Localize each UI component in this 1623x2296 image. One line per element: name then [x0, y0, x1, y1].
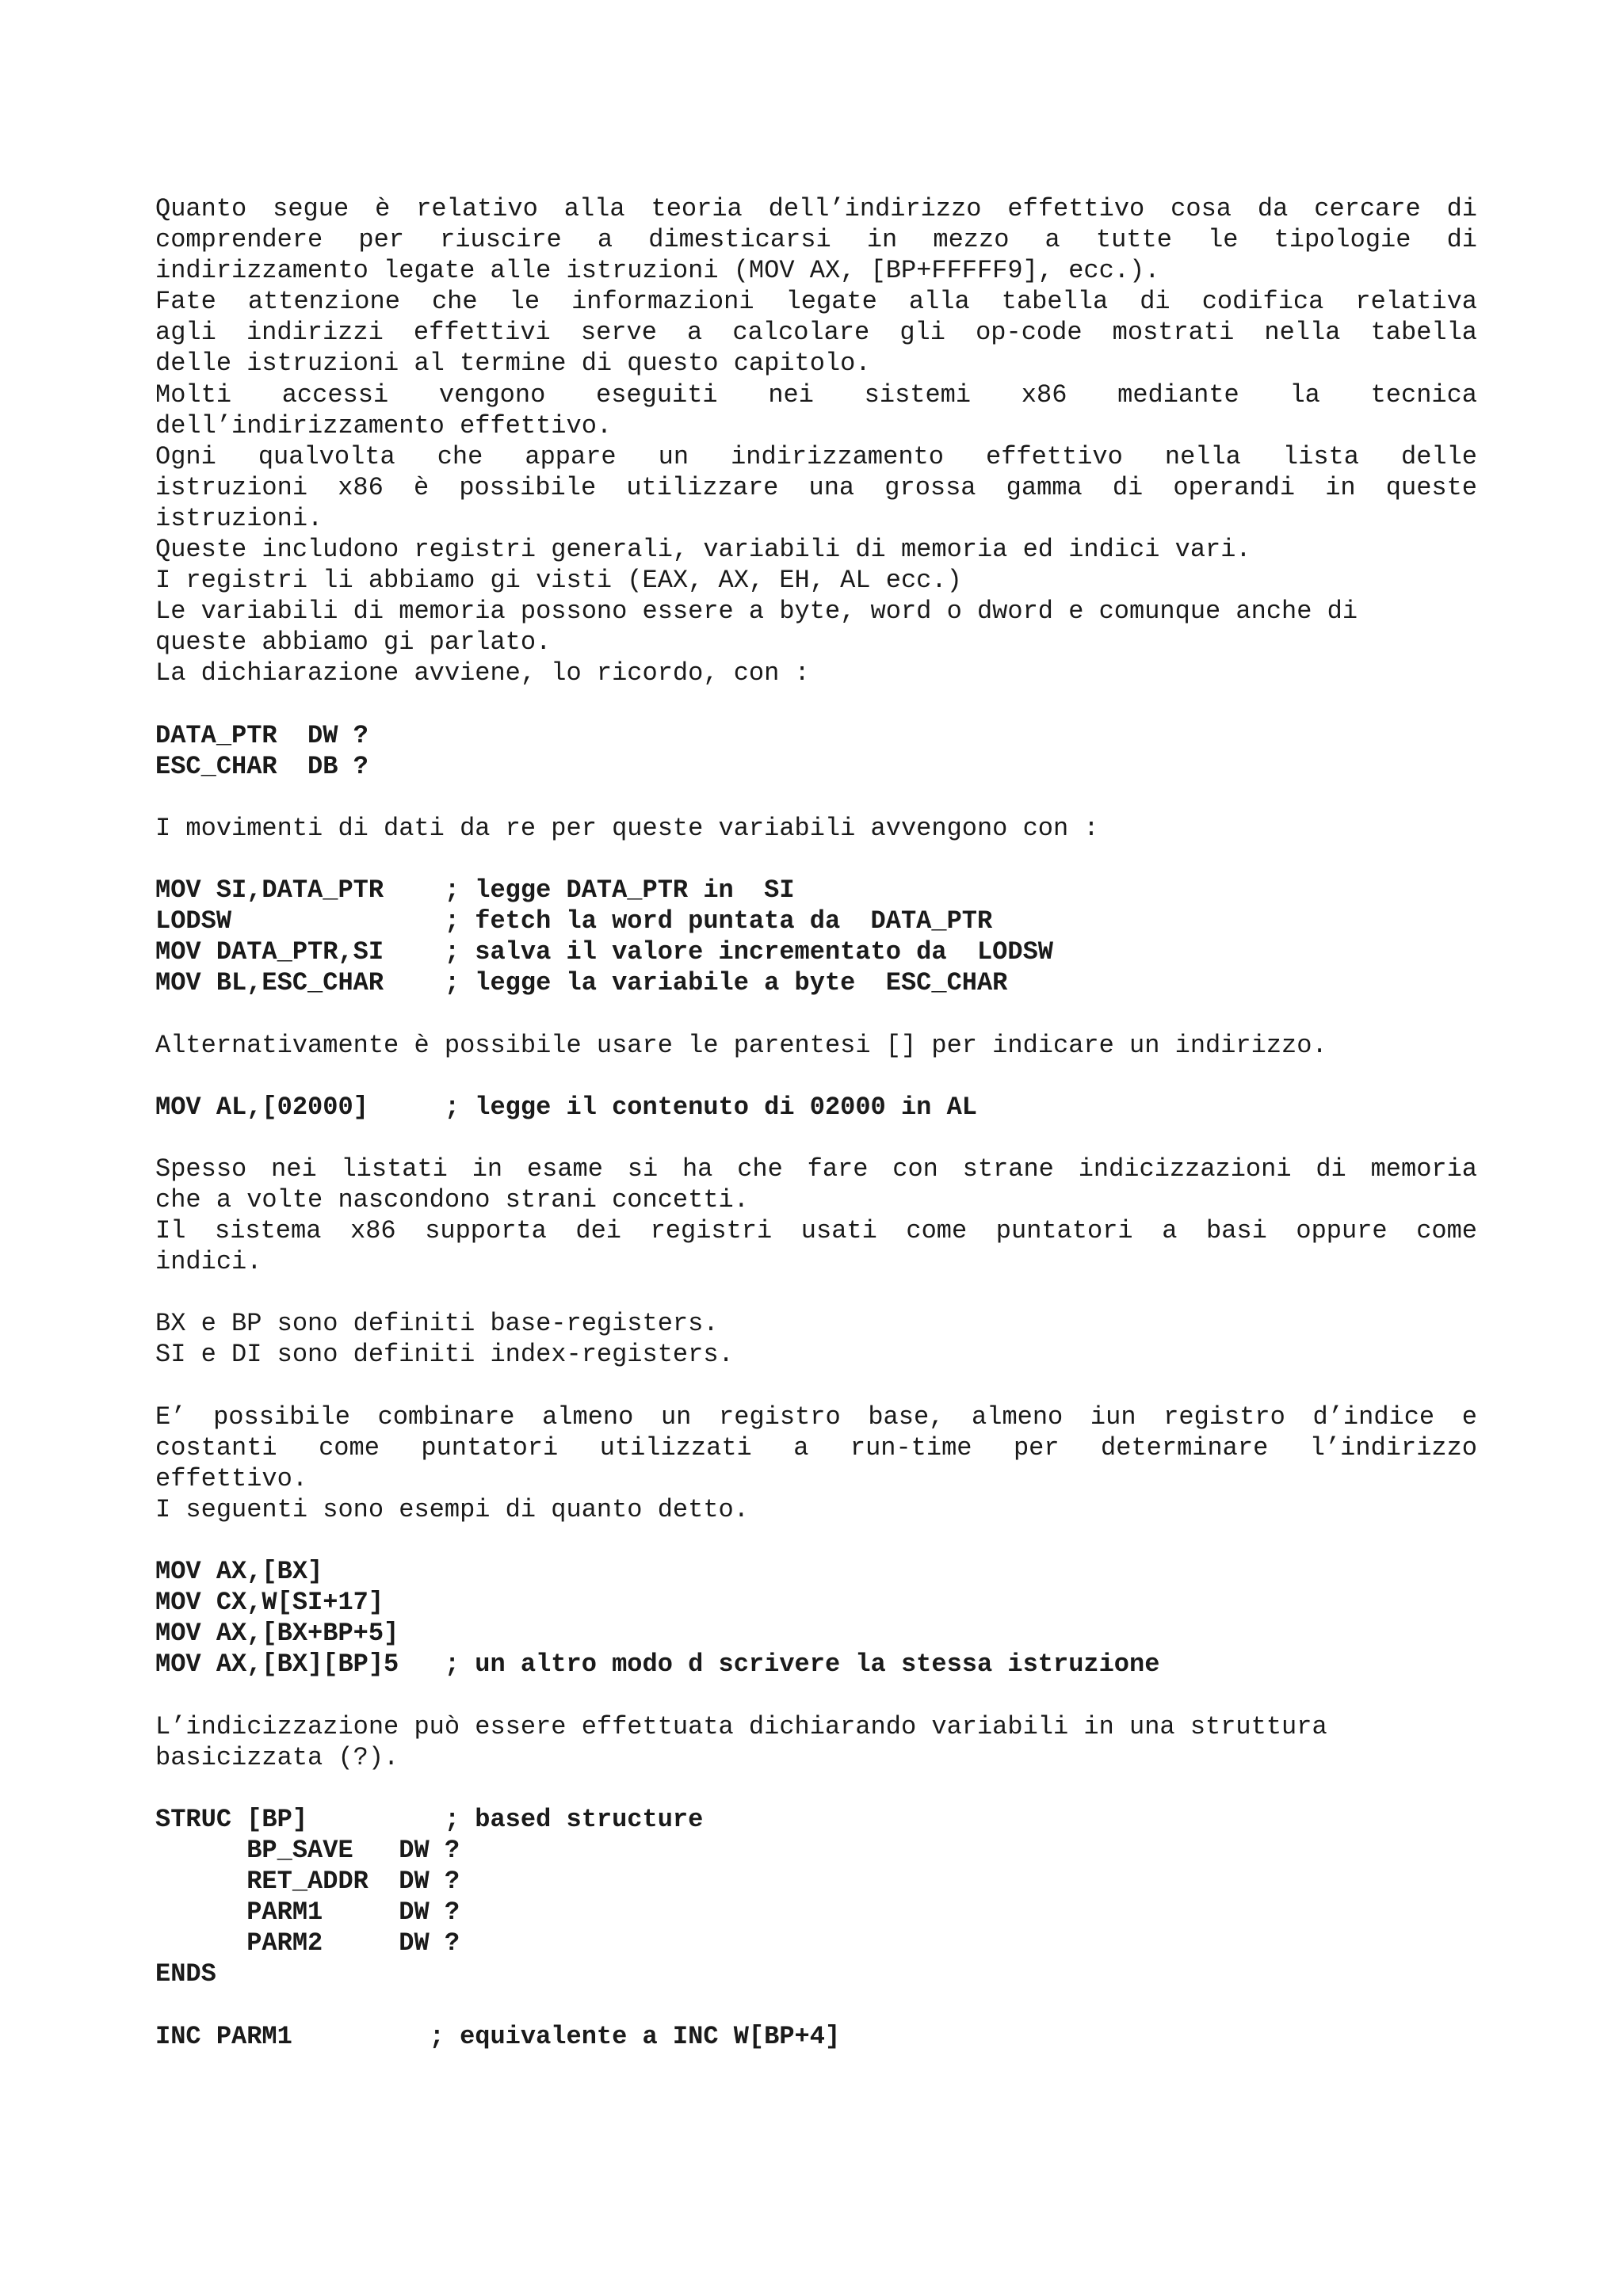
spacer: [155, 1525, 1477, 1556]
text-line: Molti accessi vengono eseguiti nei sistemi x86 mediante la tecnica: [155, 379, 1477, 410]
structure-paragraph: [155, 1711, 1477, 1773]
code-line: LODSW ; fetch la word puntata da DATA_PTR: [155, 906, 993, 936]
indexing-paragraph: [155, 1154, 1477, 1277]
code-line: MOV CX,W[SI+17]: [155, 1588, 384, 1618]
spacer: [155, 998, 1477, 1029]
text-line: Il sistema x86 supporta dei registri usati come puntatori a basi oppure come: [155, 1216, 1477, 1246]
text-line: Le variabili di memoria possono essere a byte, word o dword e comunque anche di: [155, 597, 1358, 627]
text-line: E’ possibile combinare almeno un registro base, almeno iun registro d’indice e: [155, 1402, 1477, 1432]
code-line: MOV DATA_PTR,SI ; salva il valore incrementato da LODSW: [155, 937, 1053, 967]
combine-paragraph: [155, 1402, 1477, 1525]
code-line: MOV AL,[02000] ; legge il contenuto di 02000 in AL: [155, 1092, 977, 1122]
code-line: BP_SAVE DW ?: [155, 1835, 460, 1865]
code-line: PARM2 DW ?: [155, 1928, 460, 1958]
code-block-struc: [155, 1804, 1477, 1990]
spacer: [155, 1680, 1477, 1711]
text-line: basicizzata (?).: [155, 1742, 399, 1772]
text-line: comprendere per riuscire a dimesticarsi in mezzo a tutte le tipologie di: [155, 225, 1477, 255]
intro-paragraph: [155, 193, 1477, 689]
spacer: [155, 1371, 1477, 1402]
spacer: [155, 782, 1477, 813]
code-line: ESC_CHAR DB ?: [155, 751, 369, 781]
text-line: costanti come puntatori utilizzati a run-time per determinare l’indirizzo: [155, 1432, 1477, 1463]
spacer: [155, 1989, 1477, 2020]
text-line: Queste includono registri generali, variabili di memoria ed indici vari.: [155, 535, 1251, 565]
code-block-declarations: [155, 720, 1477, 782]
code-block-inc: [155, 2021, 1477, 2052]
code-line: ENDS: [155, 1959, 216, 1989]
spacer: [155, 844, 1477, 875]
text-line: Quanto segue è relativo alla teoria dell’indirizzo effettivo cosa da cercare di: [155, 194, 1477, 223]
text-line: BX e BP sono definiti base-registers.: [155, 1309, 719, 1339]
code-line: STRUC [BP] ; based structure: [155, 1804, 704, 1834]
text-line: Fate attenzione che le informazioni legate alla tabella di codifica relativa: [155, 287, 1477, 317]
text-line: dell’indirizzamento effettivo.: [155, 410, 613, 441]
text-line: che a volte nascondono strani concetti.: [155, 1185, 749, 1215]
text-line: SI e DI sono definiti index-registers.: [155, 1340, 734, 1370]
text-line: indirizzamento legate alle istruzioni (MOV AX, [BP+FFFFF9], ecc.).: [155, 256, 1160, 286]
text-line: indici.: [155, 1247, 262, 1277]
text-line: Ogni qualvolta che appare un indirizzamento effettivo nella lista delle: [155, 441, 1477, 471]
registers-paragraph: [155, 1308, 1477, 1370]
code-line: INC PARM1 ; equivalente a INC W[BP+4]: [155, 2021, 841, 2051]
code-line: MOV AX,[BX+BP+5]: [155, 1619, 399, 1649]
spacer: [155, 689, 1477, 720]
text-line: istruzioni.: [155, 503, 323, 533]
text-line: I seguenti sono esempi di quanto detto.: [155, 1494, 749, 1524]
code-block-bracket: [155, 1092, 1477, 1123]
code-line: DATA_PTR DW ?: [155, 720, 369, 750]
code-line: MOV BL,ESC_CHAR ; legge la variabile a byte ESC_CHAR: [155, 968, 1008, 998]
code-line: MOV AX,[BX]: [155, 1557, 323, 1587]
text-line: queste abbiamo gi parlato.: [155, 627, 552, 658]
text-line: La dichiarazione avviene, lo ricordo, con :: [155, 658, 810, 688]
text-line: L’indicizzazione può essere effettuata dichiarando variabili in una struttura: [155, 1711, 1327, 1741]
code-line: MOV AX,[BX][BP]5 ; un altro modo d scrivere la stessa istruzione: [155, 1650, 1160, 1680]
spacer: [155, 1277, 1477, 1308]
document-page: [155, 193, 1477, 2052]
spacer: [155, 1061, 1477, 1092]
code-line: MOV SI,DATA_PTR ; legge DATA_PTR in SI: [155, 875, 795, 906]
text-line: agli indirizzi effettivi serve a calcolare gli op-code mostrati nella tabella: [155, 318, 1477, 348]
spacer: [155, 1123, 1477, 1154]
code-line: RET_ADDR DW ?: [155, 1867, 460, 1897]
text-line: I movimenti di dati da re per queste variabili avvengono con :: [155, 813, 1099, 843]
text-line: Spesso nei listati in esame si ha che fare con strane indicizzazioni di memoria: [155, 1154, 1477, 1184]
text-line: delle istruzioni al termine di questo capitolo.: [155, 349, 871, 379]
code-block-moves: [155, 875, 1477, 998]
spacer: [155, 1773, 1477, 1804]
text-line: Alternativamente è possibile usare le parentesi [] per indicare un indirizzo.: [155, 1030, 1327, 1060]
text-line: istruzioni x86 è possibile utilizzare una grossa gamma di operandi in queste: [155, 472, 1477, 502]
code-block-examples: [155, 1556, 1477, 1680]
text-line: I registri li abbiamo gi visti (EAX, AX, EH, AL ecc.): [155, 566, 962, 596]
text-line: effettivo.: [155, 1463, 308, 1493]
code-line: PARM1 DW ?: [155, 1897, 460, 1928]
